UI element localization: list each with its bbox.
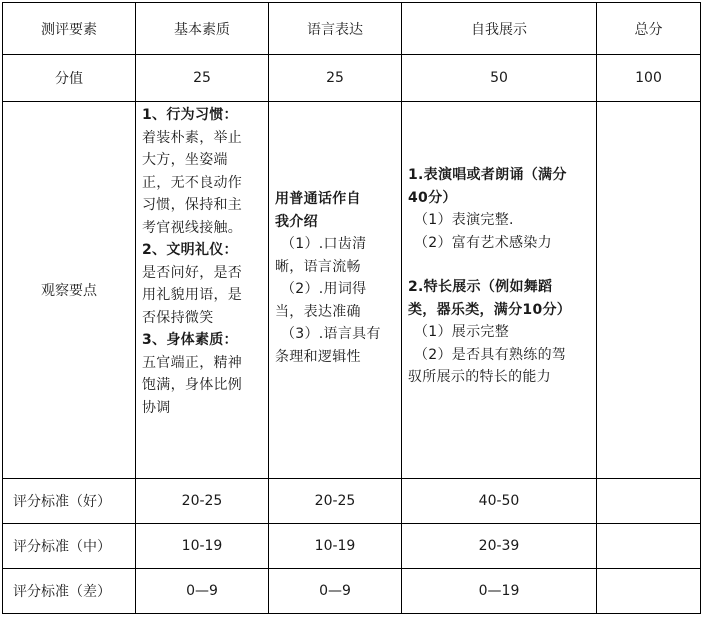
standard-total-empty: [597, 524, 701, 569]
total-points-empty: [597, 102, 701, 479]
score-display: 50: [402, 55, 597, 102]
standard-basic: 0—9: [136, 569, 269, 614]
self-display-points: 1.表演唱或者朗诵（满分 40分） （1）表演完整. （2）富有艺术感染力 2.特长展示（例如舞蹈 类，器乐类，满分10分） （1）展示完整 （2）是否具有熟练的驾 驭所展示的特长的能力: [402, 102, 597, 479]
language-heading-2: 我介绍: [275, 213, 318, 230]
display-heading-2: 2.特长展示（例如舞蹈: [408, 279, 553, 295]
observation-row: [3, 102, 701, 479]
language-heading-1: 用普通话作自: [275, 191, 361, 207]
standard-language: 10-19: [269, 524, 402, 569]
standard-display: 20-39: [402, 524, 597, 569]
header-row: [3, 3, 701, 55]
display-heading-1: 1.表演唱或者朗诵（满分: [408, 167, 567, 183]
header-self-display: 自我展示: [402, 3, 597, 55]
standard-label: 评分标准（中）: [3, 524, 136, 569]
observation-label: 观察要点: [3, 102, 136, 479]
standard-label: 评分标准（好）: [3, 479, 136, 524]
standard-total-empty: [597, 569, 701, 614]
standard-basic: 10-19: [136, 524, 269, 569]
display-heading-1b: 40分）: [408, 189, 457, 206]
header-language: 语言表达: [269, 3, 402, 55]
standard-row-good: [3, 479, 701, 524]
basic-quality-points: 1、行为习惯： 着装朴素，举止 大方，坐姿端 正，无不良动作 习惯，保持和主 考官视线接触。 2、文明礼仪： 是否问好，是否 用礼貌用语，是 否保持微笑 3、身体素质： 五官端正，精神 饱满，身体比例 协调: [136, 102, 269, 479]
header-total: 总分: [597, 3, 701, 55]
standard-row-medium: [3, 524, 701, 569]
basic-heading-3: 3、身体素质：: [142, 332, 238, 348]
score-total: 100: [597, 55, 701, 102]
standard-language: 0—9: [269, 569, 402, 614]
header-basic-quality: 基本素质: [136, 3, 269, 55]
score-language: 25: [269, 55, 402, 102]
basic-heading-1: 1、行为习惯：: [142, 107, 238, 123]
basic-heading-2: 2、文明礼仪：: [142, 242, 238, 258]
standard-basic: 20-25: [136, 479, 269, 524]
standard-row-poor: [3, 569, 701, 614]
language-points: 用普通话作自 我介绍 （1）.口齿清 晰，语言流畅 （2）.用词得 当，表达准确 （3）.语言具有 条理和逻辑性: [269, 102, 402, 479]
standard-language: 20-25: [269, 479, 402, 524]
standard-total-empty: [597, 479, 701, 524]
standard-label: 评分标准（差）: [3, 569, 136, 614]
score-row: [3, 55, 701, 102]
header-criteria: 测评要素: [3, 3, 136, 55]
standard-display: 40-50: [402, 479, 597, 524]
display-heading-2b: 类，器乐类，满分10分）: [408, 301, 572, 318]
score-basic: 25: [136, 55, 269, 102]
evaluation-table: [2, 2, 701, 614]
standard-display: 0—19: [402, 569, 597, 614]
score-label: 分值: [3, 55, 136, 102]
